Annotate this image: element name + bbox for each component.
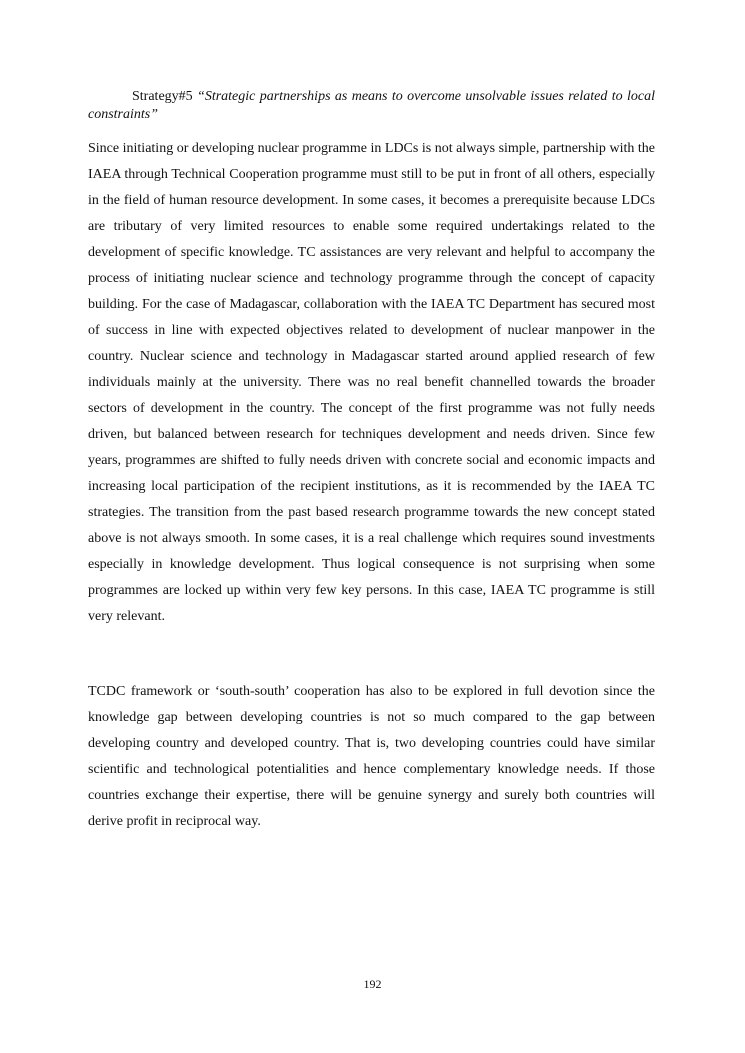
body-paragraph-1: Since initiating or developing nuclear programme in LDCs is not always simple, partnership with the IAEA through Technical Cooperation programme must still to be put in front of all others, especially in the field of human resource development. In some cases, it becomes a prerequisite because LDCs are tributary of very limited resources to enable some required undertakings related to the development of specific knowledge. TC assistances are very relevant and helpful to accompany the process of initiating nuclear science and technology programme through the concept of capacity building. For the case of Madagascar, collaboration with the IAEA TC Department has secured most of success in line with expected objectives related to development of nuclear manpower in the country. Nuclear science and technology in Madagascar started around applied research of few individuals mainly at the university. There was no real benefit channelled towards the broader sectors of development in the country. The concept of the first programme was not fully needs driven, but balanced between research for techniques development and needs driven. Since few years, programmes are shifted to fully needs driven with concrete social and economic impacts and increasing local participation of the recipient institutions, as it is recommended by the IAEA TC strategies. The transition from the past based research programme towards the new concept stated above is not always smooth. In some cases, it is a real challenge which requires sound investments especially in knowledge development. Thus logical consequence is not surprising when some programmes are locked up within very few key persons. In this case, IAEA TC programme is still very relevant. (88, 141, 655, 624)
page-number: 192 (363, 977, 382, 991)
strategy-title: “Strategic partnerships as means to overcome unsolvable issues related to local constraints” (88, 89, 655, 122)
strategy-heading (88, 88, 655, 124)
strategy-label: Strategy#5 (132, 89, 193, 104)
body-paragraph-2: TCDC framework or ‘south-south’ cooperation has also to be explored in full devotion since the knowledge gap between developing countries is not so much compared to the gap between developing country and developed country. That is, two developing countries could have similar scientific and technological potentialities and hence complementary knowledge needs. If those countries exchange their expertise, there will be genuine synergy and surely both countries will derive profit in reciprocal way. (88, 684, 655, 829)
